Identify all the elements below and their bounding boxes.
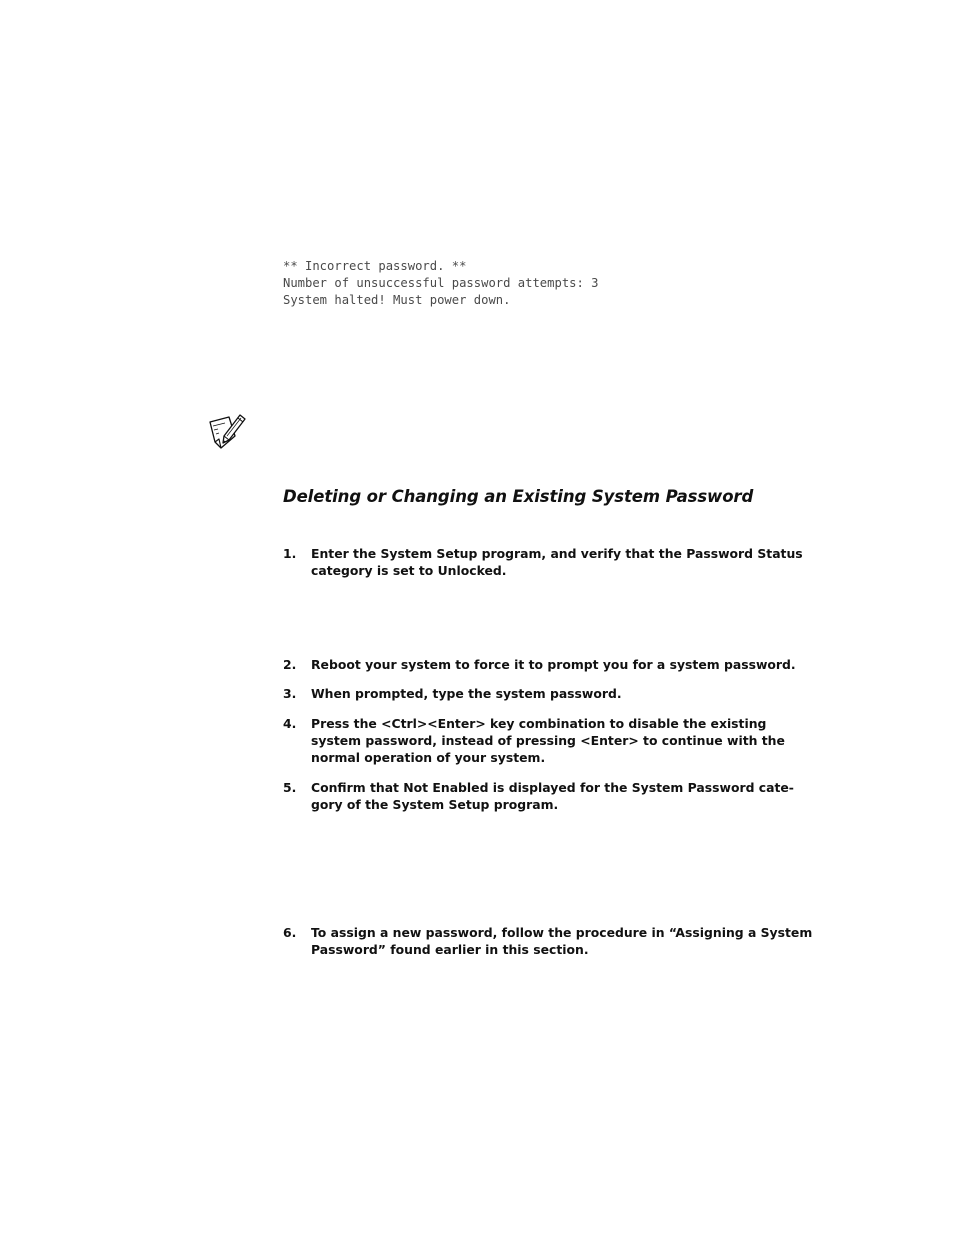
step-item — [283, 924, 815, 958]
step-text — [311, 779, 815, 813]
step-item — [283, 715, 815, 766]
step-item — [283, 685, 815, 702]
step-line: Enter the System Setup program, and verify that the Password Status — [311, 546, 803, 561]
step-item — [283, 545, 815, 579]
step-number: 5. — [283, 780, 297, 795]
step-line: Reboot your system to force it to prompt you for a system password. — [311, 657, 796, 672]
terminal-line: ** Incorrect password. ** — [283, 259, 467, 273]
step-item — [283, 656, 815, 673]
step-number: 6. — [283, 925, 297, 940]
step-number: 4. — [283, 716, 297, 731]
step-text — [311, 545, 815, 579]
terminal-line: System halted! Must power down. — [283, 293, 511, 307]
section-heading: Deleting or Changing an Existing System Password — [283, 487, 754, 506]
step-number: 2. — [283, 657, 297, 672]
step-line: normal operation of your system. — [311, 750, 546, 765]
step-line: gory of the System Setup program. — [311, 797, 559, 812]
step-number: 3. — [283, 686, 297, 701]
step-line: Password” found earlier in this section. — [311, 942, 589, 957]
step-text — [311, 685, 815, 702]
step-text — [311, 715, 815, 766]
note-pencil-icon — [207, 412, 247, 450]
step-line: system password, instead of pressing <Enter> to continue with the — [311, 733, 785, 748]
step-line: When prompted, type the system password. — [311, 686, 622, 701]
step-line: Press the <Ctrl><Enter> key combination to disable the existing — [311, 716, 767, 731]
step-text — [311, 656, 815, 673]
step-number: 1. — [283, 546, 297, 561]
step-line: category is set to Unlocked. — [311, 563, 507, 578]
step-line: To assign a new password, follow the procedure in “Assigning a System — [311, 925, 813, 940]
terminal-line: Number of unsuccessful password attempts: 3 — [283, 276, 599, 290]
terminal-output — [283, 258, 599, 309]
step-line: Confirm that Not Enabled is displayed for the System Password cate- — [311, 780, 794, 795]
step-text — [311, 924, 815, 958]
step-item — [283, 779, 815, 813]
